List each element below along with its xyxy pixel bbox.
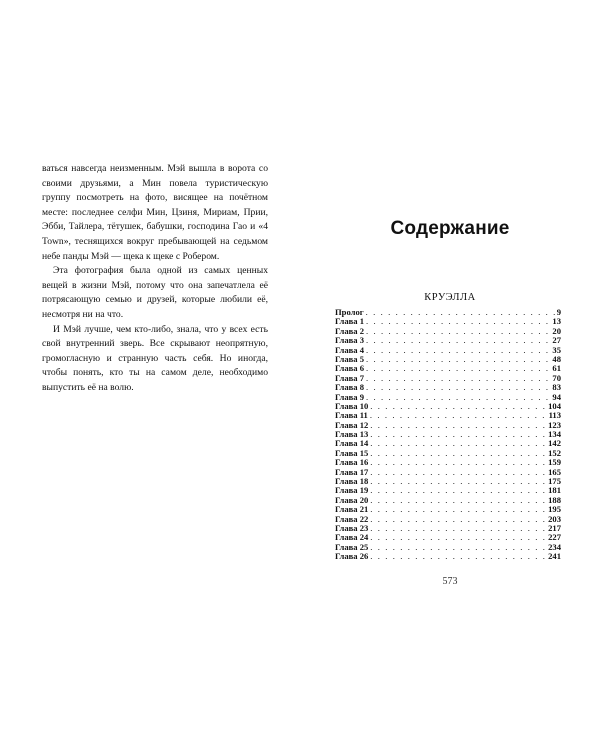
toc-entry-page: 142 xyxy=(548,438,561,449)
toc-entry-page: 70 xyxy=(552,372,561,383)
toc-leader-dots xyxy=(370,477,546,486)
toc-leader-dots xyxy=(370,411,547,420)
toc-leader-dots xyxy=(366,374,550,383)
toc-entry-page: 94 xyxy=(552,391,561,402)
toc-entry-label: Глава 8 xyxy=(335,382,364,393)
toc-entry-page: 217 xyxy=(548,522,561,533)
toc-entry xyxy=(335,411,561,420)
toc-entry xyxy=(335,336,561,345)
toc-leader-dots xyxy=(366,327,550,336)
toc-entry-label: Глава 25 xyxy=(335,541,369,552)
toc-leader-dots xyxy=(366,383,550,392)
toc-leader-dots xyxy=(370,430,546,439)
toc-entry-page: 113 xyxy=(548,410,561,421)
toc-entry-label: Глава 24 xyxy=(335,532,369,543)
toc-entry xyxy=(335,317,561,326)
toc-leader-dots xyxy=(366,308,555,317)
toc-leader-dots xyxy=(370,468,546,477)
paragraph: И Мэй лучше, чем кто-либо, знала, что у всех есть свой внутренний зверь. Все скрывают неопрятную, громогласную и странную часть себя. Но иногда, чтобы понять, кто ты на самом деле, необходимо выпустить её на волю. xyxy=(42,323,268,393)
toc-leader-dots xyxy=(366,336,550,345)
toc-entry-label: Глава 20 xyxy=(335,494,369,505)
toc-entry xyxy=(335,515,561,524)
toc-entry xyxy=(335,430,561,439)
toc-entry-page: 241 xyxy=(548,551,561,562)
toc-leader-dots xyxy=(370,515,546,524)
toc-leader-dots xyxy=(370,505,546,514)
toc-entry-page: 27 xyxy=(552,335,561,346)
toc-entry-label: Глава 23 xyxy=(335,522,369,533)
toc-entry-page: 9 xyxy=(556,307,561,317)
contents-heading: Содержание xyxy=(390,218,510,239)
toc-entry xyxy=(335,327,561,336)
toc-leader-dots xyxy=(370,533,546,542)
toc-entry xyxy=(335,505,561,514)
toc-entry-page: 48 xyxy=(552,353,561,364)
toc-entry-label: Глава 4 xyxy=(335,344,364,355)
toc-entry xyxy=(335,402,561,411)
toc-leader-dots xyxy=(366,393,550,402)
toc-entry-label: Глава 22 xyxy=(335,513,369,524)
toc-entry-page: 13 xyxy=(552,316,561,327)
right-page xyxy=(300,0,600,750)
toc-entry xyxy=(335,543,561,552)
toc-entry-label: Глава 9 xyxy=(335,391,364,402)
toc-entry-label: Глава 18 xyxy=(335,476,369,487)
toc-entry-label: Глава 5 xyxy=(335,353,364,364)
toc-entry-page: 165 xyxy=(548,466,561,477)
toc-entry xyxy=(335,421,561,430)
toc-leader-dots xyxy=(370,486,546,495)
toc-entry-label: Глава 26 xyxy=(335,551,369,562)
toc-entry-label: Глава 17 xyxy=(335,466,369,477)
toc-entry-label: Глава 21 xyxy=(335,504,369,515)
toc-entry-label: Глава 19 xyxy=(335,485,369,496)
toc-leader-dots xyxy=(370,552,546,561)
toc-entry-label: Глава 1 xyxy=(335,316,364,327)
toc-entry-page: 195 xyxy=(548,504,561,515)
toc-entry-page: 203 xyxy=(548,513,561,524)
toc-entry-page: 234 xyxy=(548,541,561,552)
toc-entry xyxy=(335,468,561,477)
toc-leader-dots xyxy=(366,317,550,326)
toc-entry xyxy=(335,439,561,448)
toc-leader-dots xyxy=(370,524,546,533)
toc-entry xyxy=(335,486,561,495)
page-number: 573 xyxy=(442,576,458,587)
toc-entry xyxy=(335,524,561,533)
toc-entry xyxy=(335,355,561,364)
table-of-contents xyxy=(335,308,561,562)
toc-entry-label: Глава 13 xyxy=(335,429,369,440)
toc-entry xyxy=(335,496,561,505)
toc-entry-label: Глава 16 xyxy=(335,457,369,468)
toc-leader-dots xyxy=(370,402,546,411)
story-text xyxy=(42,162,268,396)
toc-entry-label: Глава 14 xyxy=(335,438,369,449)
toc-entry-page: 159 xyxy=(548,457,561,468)
toc-entry-label: Глава 3 xyxy=(335,335,364,346)
toc-leader-dots xyxy=(370,458,546,467)
toc-entry xyxy=(335,374,561,383)
paragraph: Эта фотография была одной из самых ценных вещей в жизни Мэй, потому что она запечатлела её потрясающую семью и друзей, которые любили её, несмотря ни на что. xyxy=(42,265,268,320)
toc-entry-page: 104 xyxy=(548,400,561,411)
toc-leader-dots xyxy=(370,496,546,505)
toc-entry-page: 188 xyxy=(548,494,561,505)
toc-entry-page: 35 xyxy=(552,344,561,355)
toc-leader-dots xyxy=(366,364,550,373)
toc-entry-label: Глава 6 xyxy=(335,363,364,374)
toc-leader-dots xyxy=(366,346,550,355)
paragraph: ваться навсегда неизменным. Мэй вышла в ворота со своими друзьями, а Мин повела туристическую группу посмотреть на фото, висящее на почётном месте: последнее селфи Мин, Цзиня, Мириам, Прии, Эбби, Тайлера, тётушек, бабушки, господина Гао и «4 Town», теснящихся вокруг пребывающей на седьмом небе панды Мэй — щека к щеке с Робером. xyxy=(42,163,268,262)
toc-entry-page: 134 xyxy=(548,429,561,440)
toc-leader-dots xyxy=(366,355,550,364)
toc-entry-label: Глава 11 xyxy=(335,410,368,421)
toc-entry xyxy=(335,449,561,458)
toc-entry xyxy=(335,364,561,373)
toc-entry-label: Пролог xyxy=(335,307,364,317)
toc-entry xyxy=(335,346,561,355)
toc-entry-page: 20 xyxy=(552,325,561,336)
toc-entry xyxy=(335,533,561,542)
toc-entry xyxy=(335,308,561,317)
toc-entry-page: 83 xyxy=(552,382,561,393)
toc-entry xyxy=(335,458,561,467)
toc-leader-dots xyxy=(370,421,546,430)
toc-entry-page: 227 xyxy=(548,532,561,543)
toc-leader-dots xyxy=(370,439,546,448)
toc-entry-page: 175 xyxy=(548,476,561,487)
toc-entry xyxy=(335,393,561,402)
toc-entry-page: 61 xyxy=(552,363,561,374)
toc-entry-label: Глава 15 xyxy=(335,447,369,458)
toc-entry-label: Глава 10 xyxy=(335,400,369,411)
toc-entry-page: 123 xyxy=(548,419,561,430)
toc-entry-page: 152 xyxy=(548,447,561,458)
toc-entry-label: Глава 2 xyxy=(335,325,364,336)
toc-entry-page: 181 xyxy=(548,485,561,496)
toc-entry xyxy=(335,552,561,561)
toc-leader-dots xyxy=(370,449,546,458)
toc-entry xyxy=(335,477,561,486)
toc-entry xyxy=(335,383,561,392)
toc-entry-label: Глава 7 xyxy=(335,372,364,383)
toc-entry-label: Глава 12 xyxy=(335,419,369,430)
section-heading: КРУЭЛЛА xyxy=(424,292,476,303)
toc-leader-dots xyxy=(370,543,546,552)
